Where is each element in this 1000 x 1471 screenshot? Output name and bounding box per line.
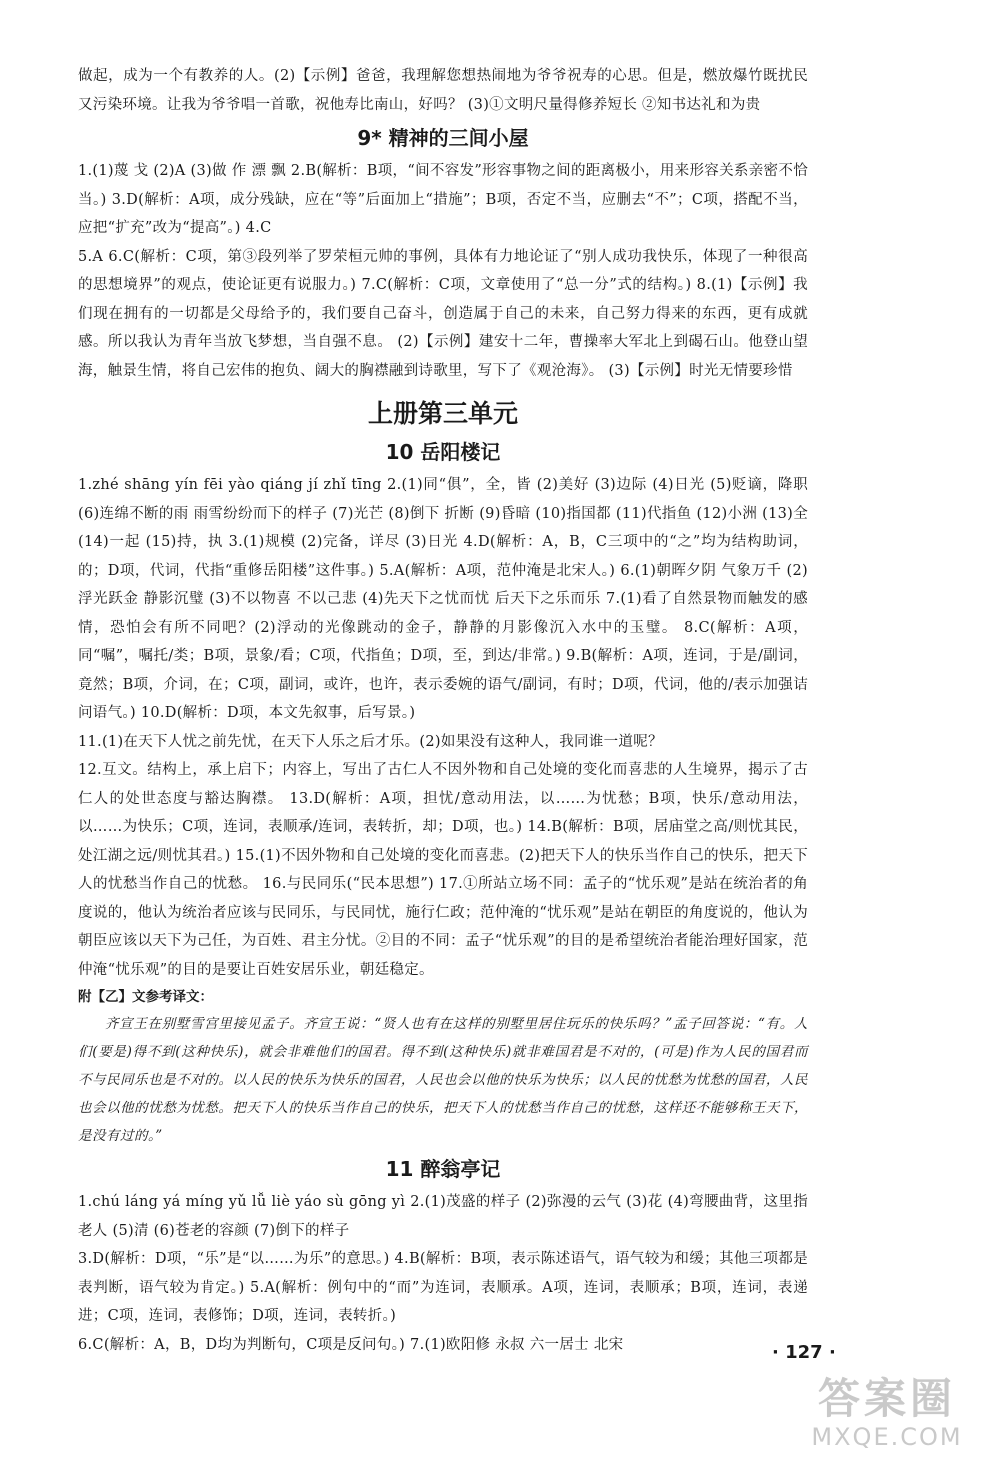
section-10-title: 10 岳阳楼记 [385, 440, 501, 464]
section-10-paragraph-1: 1.zhé shāng yín fēi yào qiáng jí zhǐ tīng 2.(1)同“俱”，全，皆 (2)美好 (3)边际 (4)日光 (5)贬谪，降职 (6)连绵不断的雨 雨雪纷纷而下的样子 (7)光芒 (8)倒下 折断 (9)昏暗 (10)指国都 (11)代指鱼 (12)小洲 (13)全 (14)一起 (15)持，执 3.(1)规模 (2)完备，详尽 (3)日光 4.D(解析：A，B，C三项中的“之”均为结构助词，的；D项，代词，代指“重修岳阳楼”这件事。) 5.A(解析：A项，范仲淹是北宋人。) 6.(1)朝晖夕阴 气象万千 (2)浮光跃金 静影沉璧 (3)不以物喜 不以己悲 (4)先天下之忧而忧 后天下之乐而乐 7.(1)看了自然景物而触发的感情，恐怕会有所不同吧？(2)浮动的光像跳动的金子，静静的月影像沉入水中的玉璧。 8.C(解析：A项，同“嘱”，嘱托/类；B项，景象/看；C项，代指鱼；D项，至，到达/非常。) 9.B(解析：A项，连词，于是/副词，竟然；B项，介词，在；C项，副词，或许，也许，表示委婉的语气/副词，有时；D项，代词，他的/表示加强诘问语气。) 10.D(解析：D项，本文先叙事，后写景。) [78, 477, 808, 721]
section-9-title: 9* 精神的三间小屋 [357, 126, 529, 150]
site-watermark [792, 1375, 982, 1457]
appendix-translation: 齐宣王在别墅雪宫里接见孟子。齐宣王说：“贤人也有在这样的别墅里居住玩乐的快乐吗？”孟子回答说：“有。人们(要是)得不到(这种快乐)，就会非难他们的国君。得不到(这种快乐)就非难国君是不对的，(可是)作为人民的国君而不与民同乐也是不对的。以人民的快乐为快乐的国君，人民也会以他的快乐为快乐；以人民的忧愁为忧愁的国君，人民也会以他的忧愁为忧愁。把天下人的快乐当作自己的快乐，把天下人的忧愁当作自己的忧愁，这样还不能够称王天下，是没有过的。” [78, 1016, 808, 1144]
section-10-paragraph-3: 12.互文。结构上，承上启下；内容上，写出了古仁人不因外物和自己处境的变化而喜悲的人生境界，揭示了古仁人的处世态度与豁达胸襟。 13.D(解析：A项，担忧/意动用法，以……为忧愁；B项，快乐/意动用法，以……为快乐；C项，连词，表顺承/连词，表转折，却；D项，也。) 14.B(解析：B项，居庙堂之高/则忧其民，处江湖之远/则忧其君。) 15.(1)不因外物和自己处境的变化而喜悲。(2)把天下人的快乐当作自己的快乐，把天下人的忧愁当作自己的忧愁。 16.与民同乐(“民本思想”) 17.①所站立场不同：孟子的“忧乐观”是站在统治者的角度说的，他认为统治者应该与民同乐，与民同忧，施行仁政；范仲淹的“忧乐观”是站在朝臣的角度说的，他认为朝臣应该以天下为己任，为百姓、君主分忧。②目的不同：孟子“忧乐观”的目的是希望统治者能治理好国家，范仲淹“忧乐观”的目的是要让百姓安居乐业，朝廷稳定。 [78, 762, 808, 978]
section-9-paragraph-2: 5.A 6.C(解析：C项，第③段列举了罗荣桓元帅的事例，具体有力地论证了“别人成功我快乐，体现了一种很高的思想境界”的观点，使论证更有说服力。) 7.C(解析：C项，文章使用了“总一分”式的结构。) 8.(1)【示例】我们现在拥有的一切都是父母给予的，我们要自己奋斗，创造属于自己的未来，自己努力得来的东西，更有成就感。所以我认为青年当放飞梦想，当自强不息。 (2)【示例】建安十二年，曹操率大军北上到碣石山。他登山望海，触景生情，将自己宏伟的抱负、阔大的胸襟融到诗歌里，写下了《观沧海》。 (3)【示例】时光无情要珍惜 [78, 248, 808, 379]
intro-paragraph: 做起，成为一个有教养的人。(2)【示例】爸爸，我理解您想热闹地为爷爷祝寿的心思。但是，燃放爆竹既扰民又污染环境。让我为爷爷唱一首歌，祝他寿比南山，好吗？ (3)①文明尺量得修养短长 ②知书达礼和为贵 [78, 68, 808, 113]
section-11-paragraph-3: 6.C(解析：A，B，D均为判断句，C项是反问句。) 7.(1)欧阳修 永叔 六一居士 北宋 [78, 1336, 624, 1353]
page-number: · 127 · [772, 1342, 836, 1363]
section-11-paragraph-1: 1.chú láng yá míng yǔ lǚ liè yáo sù gōng yì 2.(1)茂盛的样子 (2)弥漫的云气 (3)花 (4)弯腰曲背，这里指老人 (5)清 (6)苍老的容颜 (7)倒下的样子 [78, 1194, 808, 1239]
section-9-paragraph-1: 1.(1)蔑 戈 (2)A (3)做 作 漂 飘 2.B(解析：B项，“间不容发”形容事物之间的距离极小，用来形容关系亲密不恰当。) 3.D(解析：A项，成分残缺，应在“等”后面加上“措施”；B项，否定不当，应删去“不”；C项，搭配不当，应把“扩充”改为“提高”。) 4.C [78, 163, 808, 236]
watermark-url: MXQE.COM [811, 1423, 963, 1451]
appendix-label: 附【乙】文参考译文： [78, 989, 213, 1005]
section-11-title: 11 醉翁亭记 [385, 1157, 501, 1181]
answer-page [78, 62, 808, 1359]
section-11-paragraph-2: 3.D(解析：D项，“乐”是“以……为乐”的意思。) 4.B(解析：B项，表示陈述语气，语气较为和缓；其他三项都是表判断，语气较为肯定。) 5.A(解析：例句中的“而”为连词，表顺承。A项，连词，表顺承；B项，连词，表递进；C项，连词，表修饰；D项，连词，表转折。) [78, 1251, 808, 1324]
unit-title: 上册第三单元 [367, 399, 518, 428]
section-10-paragraph-2: 11.(1)在天下人忧之前先忧，在天下人乐之后才乐。(2)如果没有这种人，我同谁一道呢？ [78, 733, 663, 750]
watermark-logo-text: 答案圈 [817, 1374, 956, 1423]
